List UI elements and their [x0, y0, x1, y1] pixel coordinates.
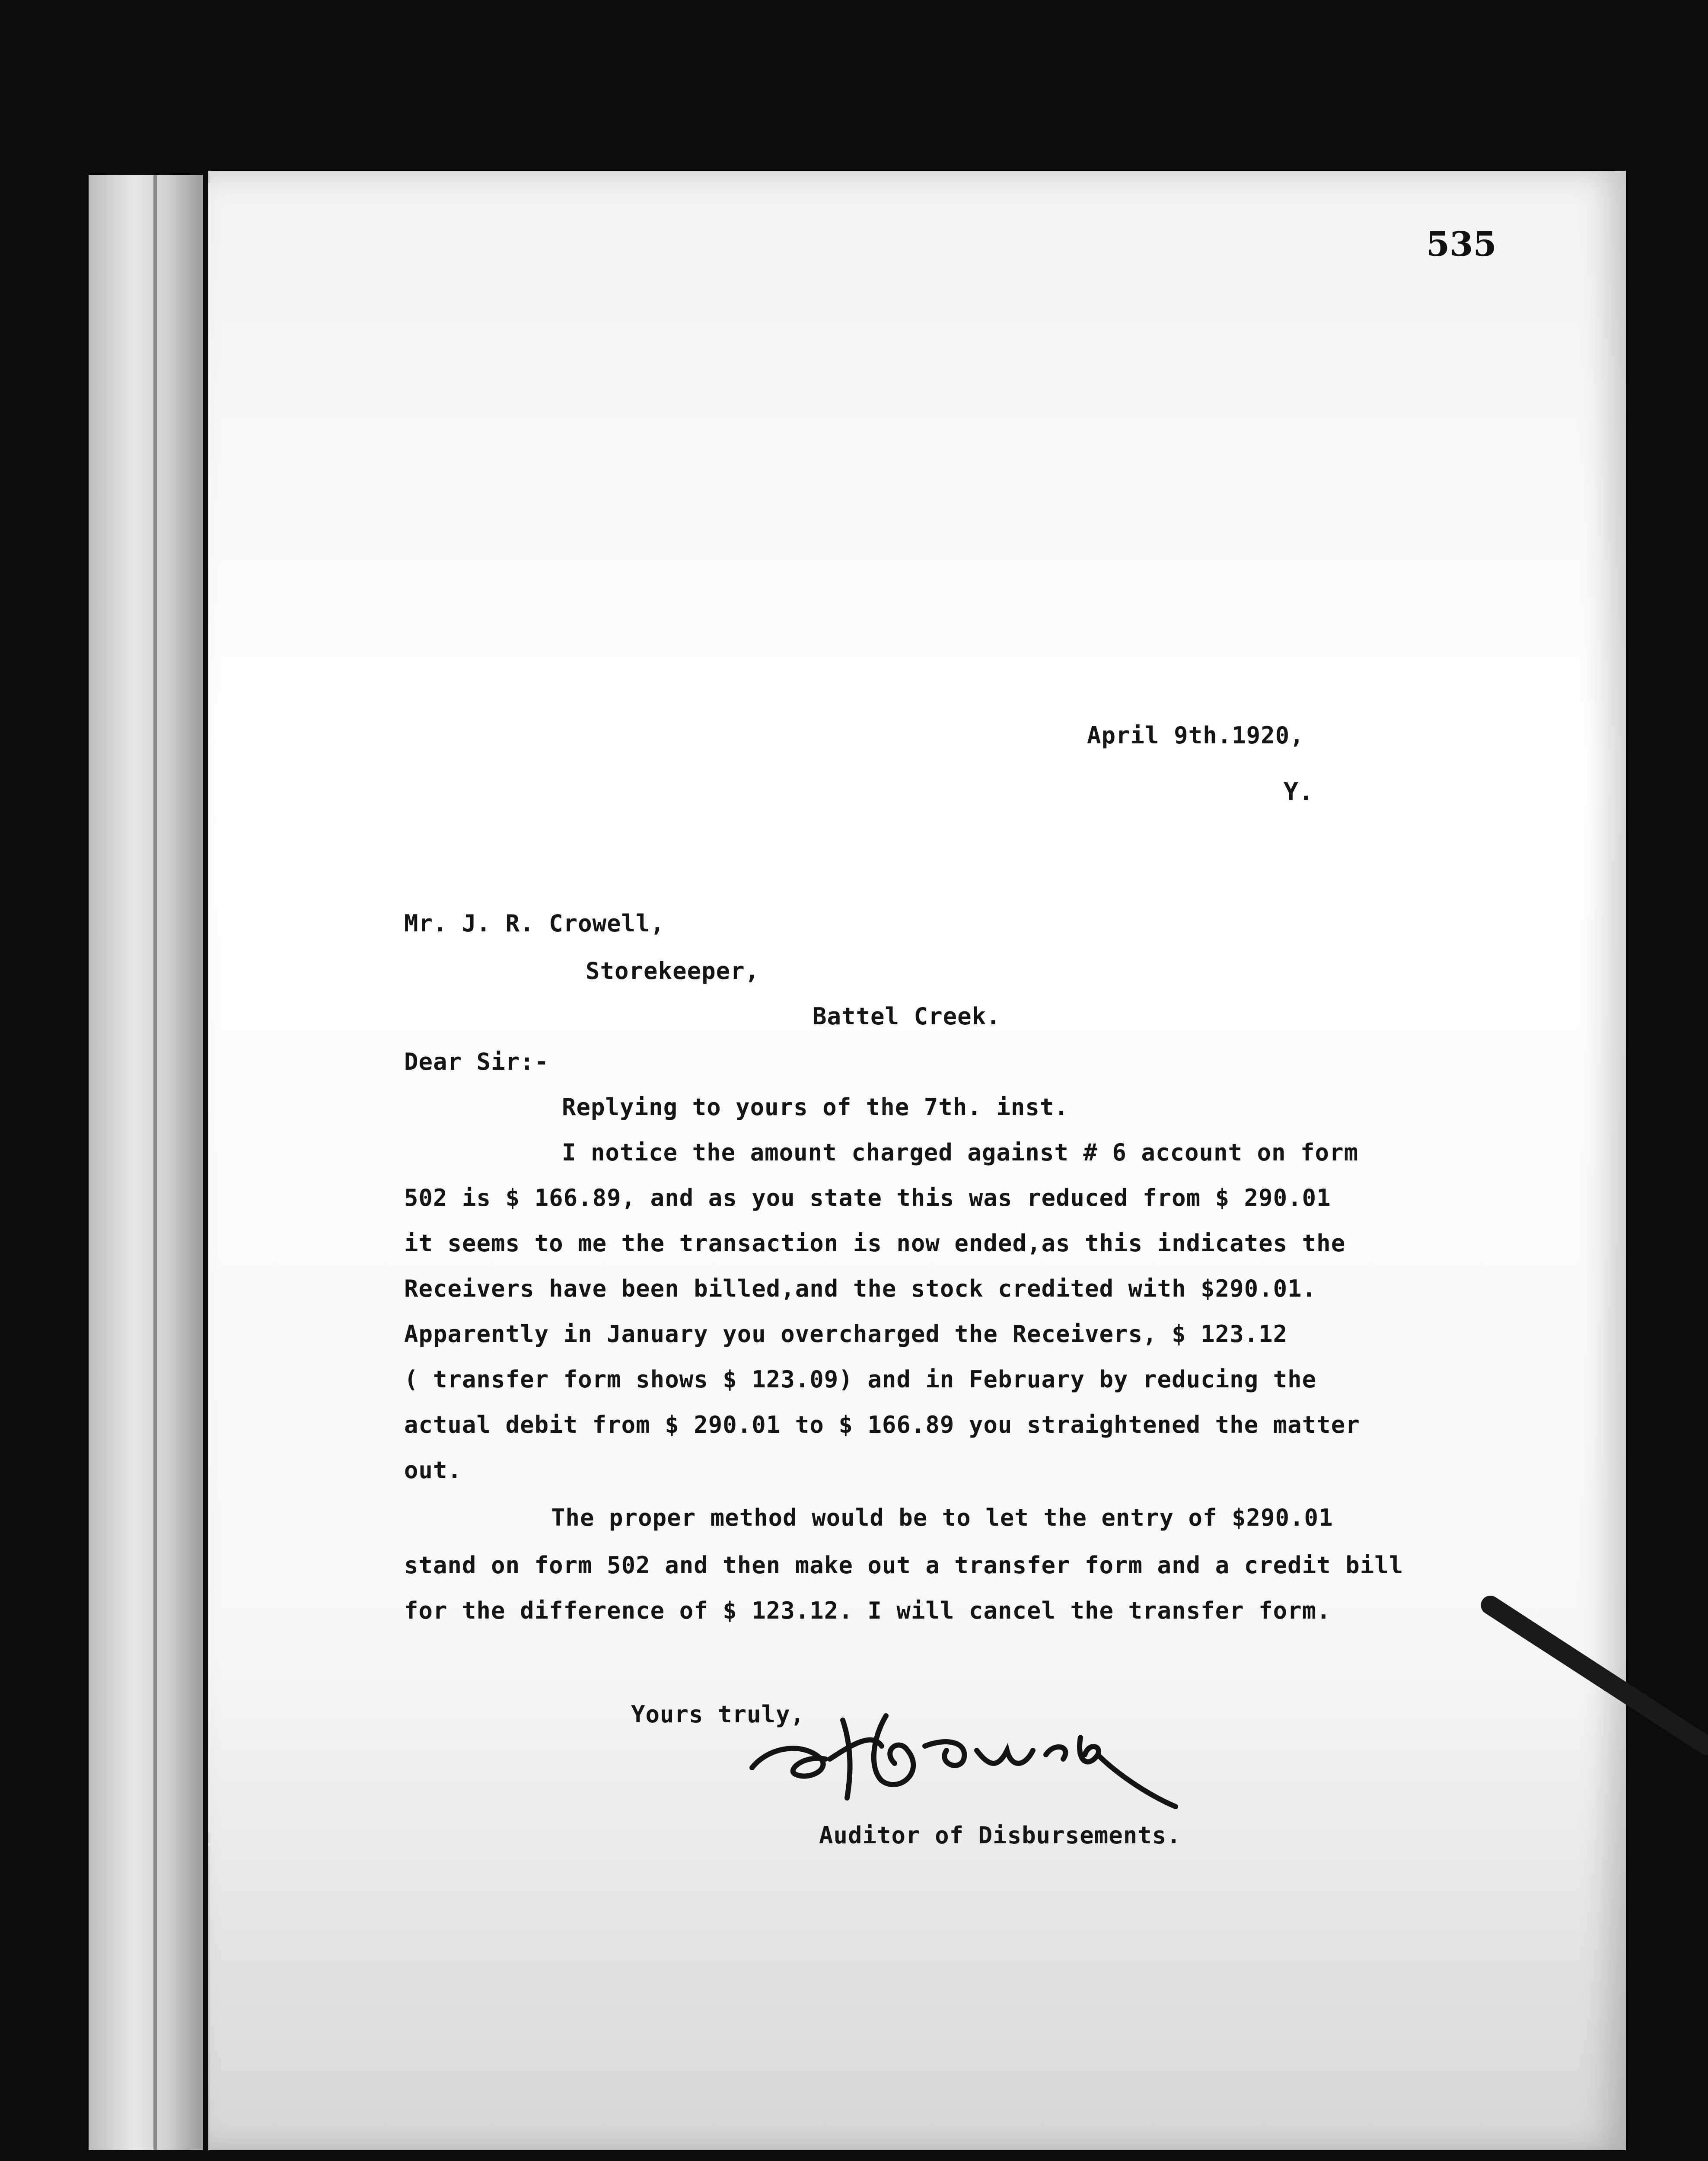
recipient-name: Mr. J. R. Crowell,	[404, 910, 665, 937]
body-line: out.	[404, 1457, 462, 1484]
body-line: The proper method would be to let the entry of $290.01	[551, 1504, 1333, 1531]
signature	[743, 1694, 1184, 1824]
body-line: for the difference of $ 123.12. I will cancel the transfer form.	[404, 1597, 1331, 1624]
body-line: I notice the amount charged against # 6 account on form	[562, 1139, 1359, 1166]
body-line: Apparently in January you overcharged the Receivers, $ 123.12	[404, 1320, 1288, 1348]
signer-title: Auditor of Disbursements.	[819, 1822, 1181, 1849]
body-line: stand on form 502 and then make out a transfer form and a credit bill	[404, 1552, 1404, 1579]
body-line: 502 is $ 166.89, and as you state this was reduced from $ 290.01	[404, 1184, 1331, 1211]
body-line: ( transfer form shows $ 123.09) and in February by reducing the	[404, 1366, 1317, 1393]
salutation: Dear Sir:-	[404, 1048, 549, 1075]
body-line: Receivers have been billed,and the stock credited with $290.01.	[404, 1275, 1317, 1302]
page-number: 535	[1426, 225, 1497, 264]
binding-strip	[89, 175, 203, 2150]
recipient-title: Storekeeper,	[586, 957, 760, 985]
body-line: it seems to me the transaction is now ended,as this indicates the	[404, 1230, 1346, 1257]
recipient-location: Battel Creek.	[813, 1003, 1001, 1030]
body-line: actual debit from $ 290.01 to $ 166.89 you straightened the matter	[404, 1411, 1360, 1438]
body-line: Replying to yours of the 7th. inst.	[562, 1093, 1069, 1121]
closing: Yours truly,	[631, 1701, 805, 1728]
letter-date: April 9th.1920,	[1087, 722, 1304, 749]
date-mark: Y.	[1284, 778, 1314, 806]
